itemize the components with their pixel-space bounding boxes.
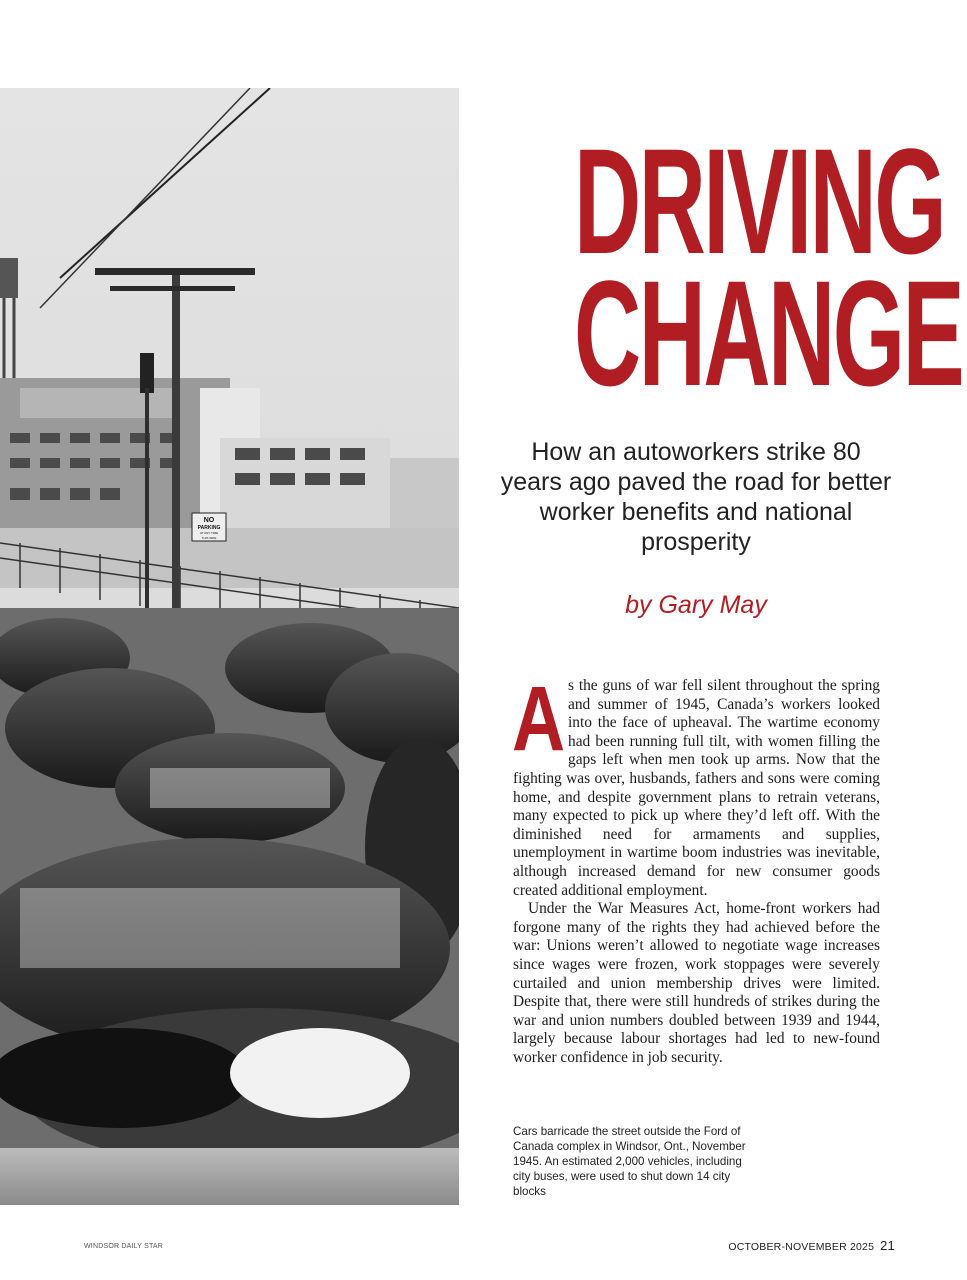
headline-line-2: CHANGE: [574, 249, 963, 417]
photo-credit: WINDSOR DAILY STAR: [84, 1243, 164, 1250]
paragraph-1: [512, 668, 880, 900]
svg-text:PARKING: PARKING: [197, 525, 221, 531]
drop-cap: A: [512, 668, 566, 770]
no-parking-sign: [192, 513, 226, 541]
folio: [728, 1238, 895, 1253]
article-photo: [0, 88, 459, 1205]
svg-text:AT ANY TIME: AT ANY TIME: [199, 531, 219, 535]
barricade-cars: [0, 608, 459, 1205]
headline: [498, 117, 963, 417]
paragraph-2: Under the War Measures Act, home-front workers had forgone many of the rights they had achieved before the war: Unions weren’t allowed to negotiate wage increases since wages were frozen, work stoppages were severely curtailed and union membership drives were limited. Despite that, there were still hundreds of strikes during the war and union numbers doubled between 1939 and 1944, largely because labour shortages had led to new-found worker confidence in job security.: [513, 900, 880, 1066]
svg-text:NO: NO: [203, 517, 215, 524]
svg-text:THIS SIDE: THIS SIDE: [201, 536, 217, 540]
photo-illustration: [0, 88, 459, 1205]
byline: by Gary May: [625, 591, 767, 619]
paragraph-1-text: s the guns of war fell silent throughout the spring and summer of 1945, Canada’s workers looked into the face of upheaval. The wartime economy had been running full tilt, with women filling the gaps left when men took up arms. Now that the fighting was over, husbands, fathers and sons were coming home, and despite government plans to retrain veterans, many expected to pick up where they’d left off. With the diminished need for armaments and supplies, unemployment in wartime boom industries was inevitable, although increased demand for new consumer goods created additional employment.: [513, 677, 880, 899]
headline-line-1: DRIVING: [574, 117, 945, 285]
deck-subtitle: How an autoworkers strike 80 years ago paved the road for better worker benefits and national prosperity: [500, 438, 892, 556]
photo-caption: Cars barricade the street outside the Ford of Canada complex in Windsor, Ont., November 1945. An estimated 2,000 vehicles, including city buses, were used to shut down 14 city blocks: [513, 1125, 746, 1198]
article-body: [512, 668, 880, 1067]
water-tower: [0, 258, 18, 298]
page-number: 21: [880, 1238, 895, 1253]
issue-date: OCTOBER-NOVEMBER 2025: [728, 1241, 875, 1253]
